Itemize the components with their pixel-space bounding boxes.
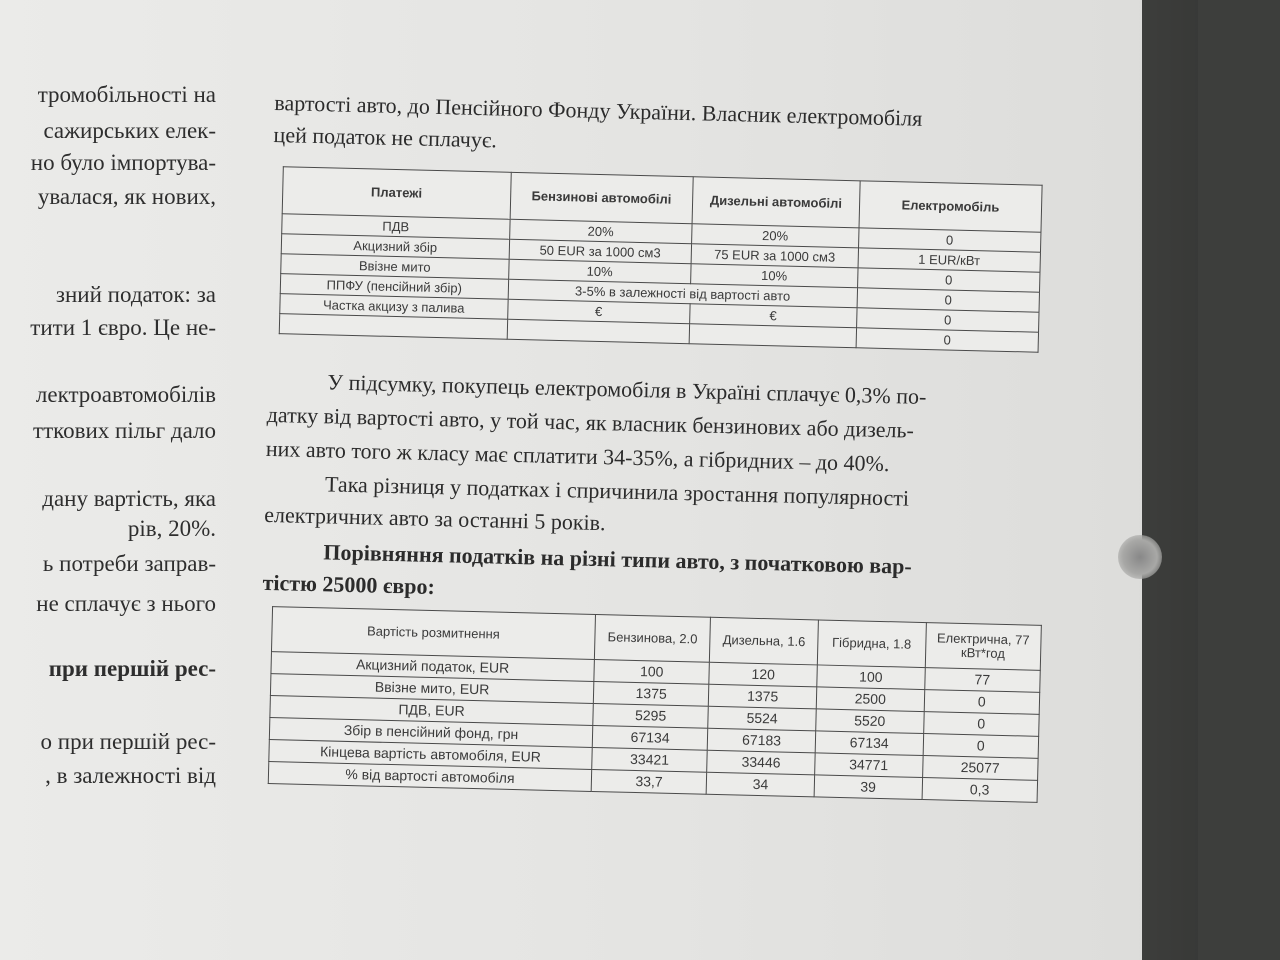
col-header: Гібридна, 1.8	[817, 620, 926, 668]
left-text-line: лектроавтомобілів	[35, 382, 216, 407]
table-cell	[507, 319, 690, 343]
left-text-line: тткових пільг дало	[33, 418, 216, 443]
table-cell: 75 EUR за 1000 см3	[691, 244, 858, 268]
summary-line-1: У підсумку, покупець електромобіля в Україні сплачує 0,3% по-	[327, 369, 927, 410]
table-cell: 33446	[707, 750, 815, 775]
left-text-line: дану вартість, яка	[42, 486, 216, 511]
table-cell: 67134	[815, 731, 923, 756]
table-cell: Акцизний збір	[281, 234, 509, 260]
table-cell: ППФУ (пенсійний збір)	[280, 274, 508, 300]
table-cell: 0	[856, 308, 1039, 332]
table-cell: 20%	[691, 224, 858, 248]
table-cell: Ввізне мито, EUR	[270, 674, 593, 704]
left-text-line: тити 1 євро. Це не-	[30, 315, 216, 340]
table-cell: 3-5% в залежності від вартості авто	[508, 279, 858, 308]
table-cell: 0	[857, 268, 1040, 292]
left-text-line: рів, 20%.	[127, 516, 216, 541]
left-text-line: сажирських елек-	[43, 118, 216, 143]
summary-line-2: датку від вартості авто, у той час, як власник бензинових або дизель-	[266, 401, 915, 443]
table-cell: 5524	[708, 706, 816, 731]
table-cell: 33421	[592, 747, 708, 772]
page-edge-shadow	[1138, 0, 1198, 960]
col-header: Електрична, 77 кВт*год	[925, 623, 1041, 671]
table-cell: 25077	[922, 756, 1038, 781]
table-cell: €	[507, 299, 690, 323]
col-header: Бензинові автомобілі	[510, 172, 693, 223]
summary-line-4: Така різниця у податках і спричинила зростання популярності	[324, 471, 910, 511]
table-cell: 1375	[709, 684, 817, 709]
col-header: Дизельні автомобілі	[692, 177, 860, 228]
col-header: Дизельна, 1.6	[710, 617, 819, 665]
table-cell: 1375	[593, 681, 709, 706]
left-text-line: но було імпортува-	[30, 150, 216, 175]
left-text-line: увалася, як нових,	[37, 184, 216, 209]
table-cell: ПДВ	[282, 214, 510, 240]
table-cell: 20%	[509, 219, 692, 243]
table-cell: 5520	[816, 709, 924, 734]
col-header: Вартість розмитнення	[271, 607, 595, 660]
left-text-line: тромобільності на	[37, 82, 216, 107]
table-cell: 120	[709, 662, 817, 687]
table-cell	[689, 324, 856, 348]
table-cell: 5295	[593, 703, 709, 728]
left-text-line: зний податок: за	[55, 282, 216, 307]
intro-line-1: вартості авто, до Пенсійного Фонду України. Власник електромобіля	[274, 89, 923, 131]
table-cell: 0	[858, 228, 1041, 252]
table-cell: 100	[817, 665, 925, 690]
light-spot	[1118, 535, 1162, 579]
table-cell: Збір в пенсійний фонд, грн	[269, 718, 592, 748]
table-cell: ПДВ, EUR	[270, 696, 593, 726]
main-column	[257, 78, 1065, 837]
table-cell: 0	[857, 288, 1040, 312]
table-cell: 77	[924, 668, 1040, 693]
section-heading-line-1: Порівняння податків на різні типи авто, з початковою вар-	[323, 539, 913, 579]
table-cell: 67134	[592, 725, 708, 750]
col-header: Бензинова, 2.0	[594, 614, 710, 662]
table-cell: Ввізне мито	[281, 254, 509, 280]
left-text-line: ь потреби заправ-	[42, 551, 216, 576]
table-cell: 0,3	[922, 778, 1038, 803]
table-cell: 0	[923, 712, 1039, 737]
table-cell: Частка акцизу з палива	[280, 294, 508, 320]
table-cell: 0	[923, 734, 1039, 759]
table-cell: 2500	[816, 687, 924, 712]
table-cell: 50 EUR за 1000 см3	[509, 239, 692, 263]
table-cell: Кінцева вартість автомобіля, EUR	[269, 740, 592, 770]
summary-line-3: них авто того ж класу має сплатити 34-35%, а гібридних – до 40%.	[265, 435, 890, 477]
table-cell: % від вартості автомобіля	[268, 762, 591, 792]
section-heading-line-2: тістю 25000 євро:	[262, 569, 436, 600]
table-cell	[279, 314, 507, 340]
table-cell: 100	[594, 659, 710, 684]
left-text-line: , в залежності від	[45, 763, 216, 788]
table-cell: 10%	[508, 259, 691, 283]
table-cell: 10%	[690, 264, 857, 288]
table-cell: Акцизний податок, EUR	[271, 652, 594, 682]
table-cell: €	[689, 304, 856, 328]
table-cell: 67183	[708, 728, 816, 753]
payments-table	[279, 166, 1043, 353]
left-text-line: о при першій рес-	[40, 729, 216, 754]
col-header: Платежі	[282, 167, 511, 220]
summary-line-5: електричних авто за останні 5 років.	[264, 501, 606, 536]
table-cell: 34771	[815, 753, 923, 778]
left-text-line: не сплачує з нього	[36, 591, 216, 616]
left-column-fragment	[0, 0, 220, 960]
table-cell: 1 EUR/кВт	[858, 248, 1041, 272]
table-cell: 33,7	[591, 769, 707, 794]
table-cell: 0	[856, 328, 1039, 352]
col-header: Електромобіль	[859, 181, 1042, 232]
left-text-line: при першій рес-	[48, 656, 216, 681]
table-cell: 34	[706, 772, 814, 797]
table-cell: 0	[924, 690, 1040, 715]
tax-comparison-table	[268, 606, 1042, 803]
table-cell: 39	[814, 775, 922, 800]
intro-line-2: цей податок не сплачує.	[273, 121, 498, 153]
